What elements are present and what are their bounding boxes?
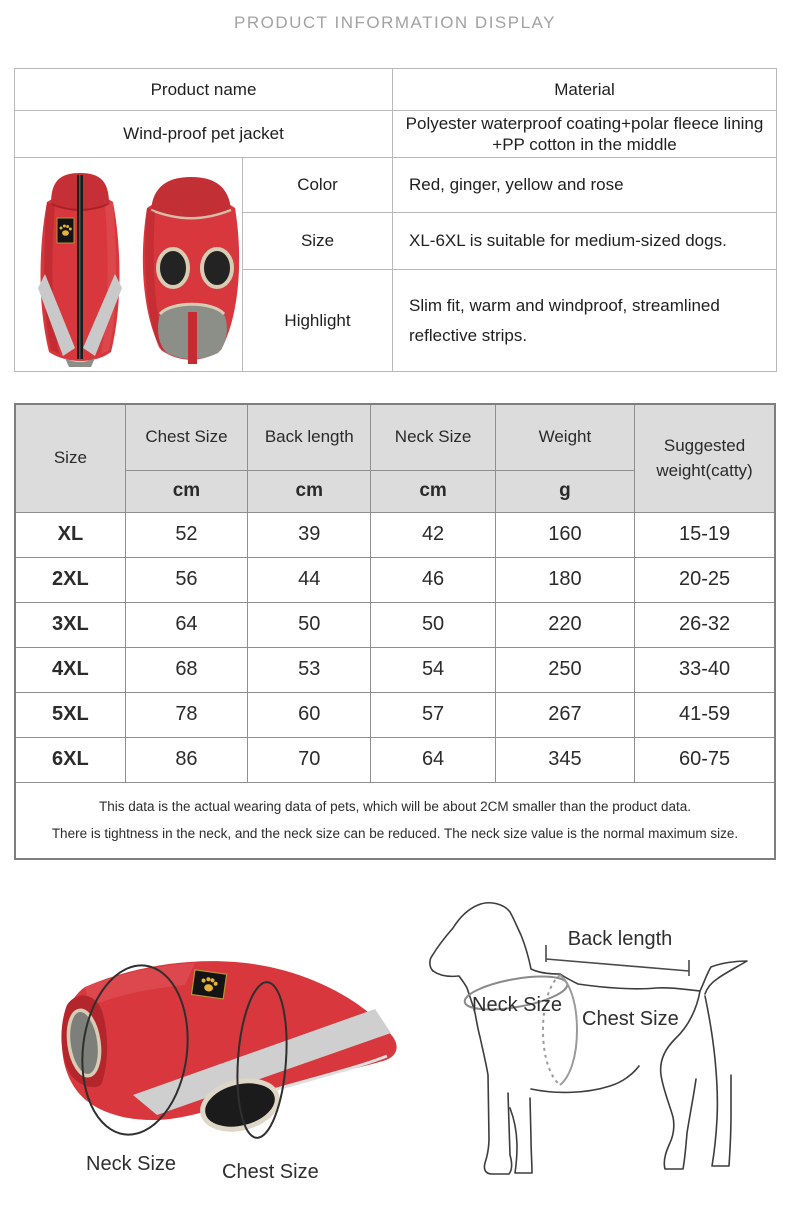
chest-measure-arc-dashed (543, 975, 560, 1085)
unit-weight: g (495, 470, 634, 512)
row-weight: 345 (495, 737, 634, 782)
row-size: XL (15, 512, 125, 557)
row-back: 44 (248, 557, 371, 602)
product-info-table (14, 68, 777, 372)
row-neck: 50 (371, 602, 495, 647)
jacket-top-view (143, 177, 239, 364)
row-suggested: 33-40 (635, 647, 775, 692)
unit-neck: cm (371, 470, 495, 512)
leg-hole-left (158, 249, 188, 287)
page-title: PRODUCT INFORMATION DISPLAY (234, 13, 556, 32)
row-size: 4XL (15, 647, 125, 692)
col-header-weight: Weight (495, 404, 634, 470)
product-name-header: Product name (15, 69, 393, 111)
row-weight: 220 (495, 602, 634, 647)
row-size: 2XL (15, 557, 125, 602)
dog-chest-size-label: Chest Size (582, 1008, 679, 1030)
note-line-2: There is tightness in the neck, and the neck size can be reduced. The neck size value is the normal maximum size. (51, 826, 739, 842)
row-suggested: 15-19 (635, 512, 775, 557)
row-neck: 64 (371, 737, 495, 782)
row-weight: 180 (495, 557, 634, 602)
row-size: 3XL (15, 602, 125, 647)
jacket-side-photo (15, 945, 415, 1160)
table-row (15, 647, 775, 692)
size-value: XL-6XL is suitable for medium-sized dogs. (393, 213, 777, 270)
table-row (15, 602, 775, 647)
leg-hole-right (202, 249, 232, 287)
table-row (15, 692, 775, 737)
col-header-neck: Neck Size (371, 404, 495, 470)
brand-label (191, 970, 226, 999)
color-label: Color (243, 158, 393, 213)
note-line-1: This data is the actual wearing data of pets, which will be about 2CM smaller than the product data. (98, 799, 692, 815)
col-header-suggested: Suggested weight(catty) (635, 404, 775, 512)
size-chart-note (15, 782, 775, 859)
table-row (15, 737, 775, 782)
row-chest: 56 (125, 557, 247, 602)
jacket-back-view (38, 173, 122, 367)
dog-back-length-label: Back length (567, 928, 673, 950)
brand-label (57, 218, 74, 243)
product-photo-cell (15, 158, 243, 372)
row-suggested: 26-32 (635, 602, 775, 647)
highlight-value: Slim fit, warm and windproof, streamlined reflective strips. (393, 270, 777, 372)
table-row (15, 557, 775, 602)
unit-back: cm (248, 470, 371, 512)
row-chest: 68 (125, 647, 247, 692)
highlight-label: Highlight (243, 270, 393, 372)
row-weight: 160 (495, 512, 634, 557)
table-row (15, 512, 775, 557)
row-chest: 78 (125, 692, 247, 737)
row-suggested: 20-25 (635, 557, 775, 602)
size-label: Size (243, 213, 393, 270)
row-chest: 86 (125, 737, 247, 782)
row-back: 53 (248, 647, 371, 692)
row-weight: 250 (495, 647, 634, 692)
dog-belly (531, 1066, 639, 1092)
row-neck: 54 (371, 647, 495, 692)
unit-chest: cm (125, 470, 247, 512)
material-value: Polyester waterproof coating+polar fleece lining +PP cotton in the middle (393, 111, 777, 158)
row-suggested: 60-75 (635, 737, 775, 782)
jacket-neck-size-label: Neck Size (86, 1153, 177, 1175)
row-weight: 267 (495, 692, 634, 737)
row-suggested: 41-59 (635, 692, 775, 737)
row-neck: 42 (371, 512, 495, 557)
product-name-value: Wind-proof pet jacket (15, 111, 393, 158)
col-header-back: Back length (248, 404, 371, 470)
row-chest: 52 (125, 512, 247, 557)
row-size: 5XL (15, 692, 125, 737)
row-neck: 46 (371, 557, 495, 602)
dog-second-frontleg (510, 1098, 532, 1173)
col-header-size: Size (15, 404, 125, 512)
pet-jacket-photo (21, 162, 247, 368)
size-chart-table (14, 403, 776, 860)
row-back: 50 (248, 602, 371, 647)
row-back: 70 (248, 737, 371, 782)
color-value: Red, ginger, yellow and rose (393, 158, 777, 213)
row-neck: 57 (371, 692, 495, 737)
jacket-chest-size-label: Chest Size (222, 1161, 319, 1183)
row-chest: 64 (125, 602, 247, 647)
row-back: 60 (248, 692, 371, 737)
col-header-chest: Chest Size (125, 404, 247, 470)
material-header: Material (393, 69, 777, 111)
row-size: 6XL (15, 737, 125, 782)
row-back: 39 (248, 512, 371, 557)
dog-neck-size-label: Neck Size (472, 994, 563, 1016)
dog-rear-hindleg (705, 996, 731, 1166)
